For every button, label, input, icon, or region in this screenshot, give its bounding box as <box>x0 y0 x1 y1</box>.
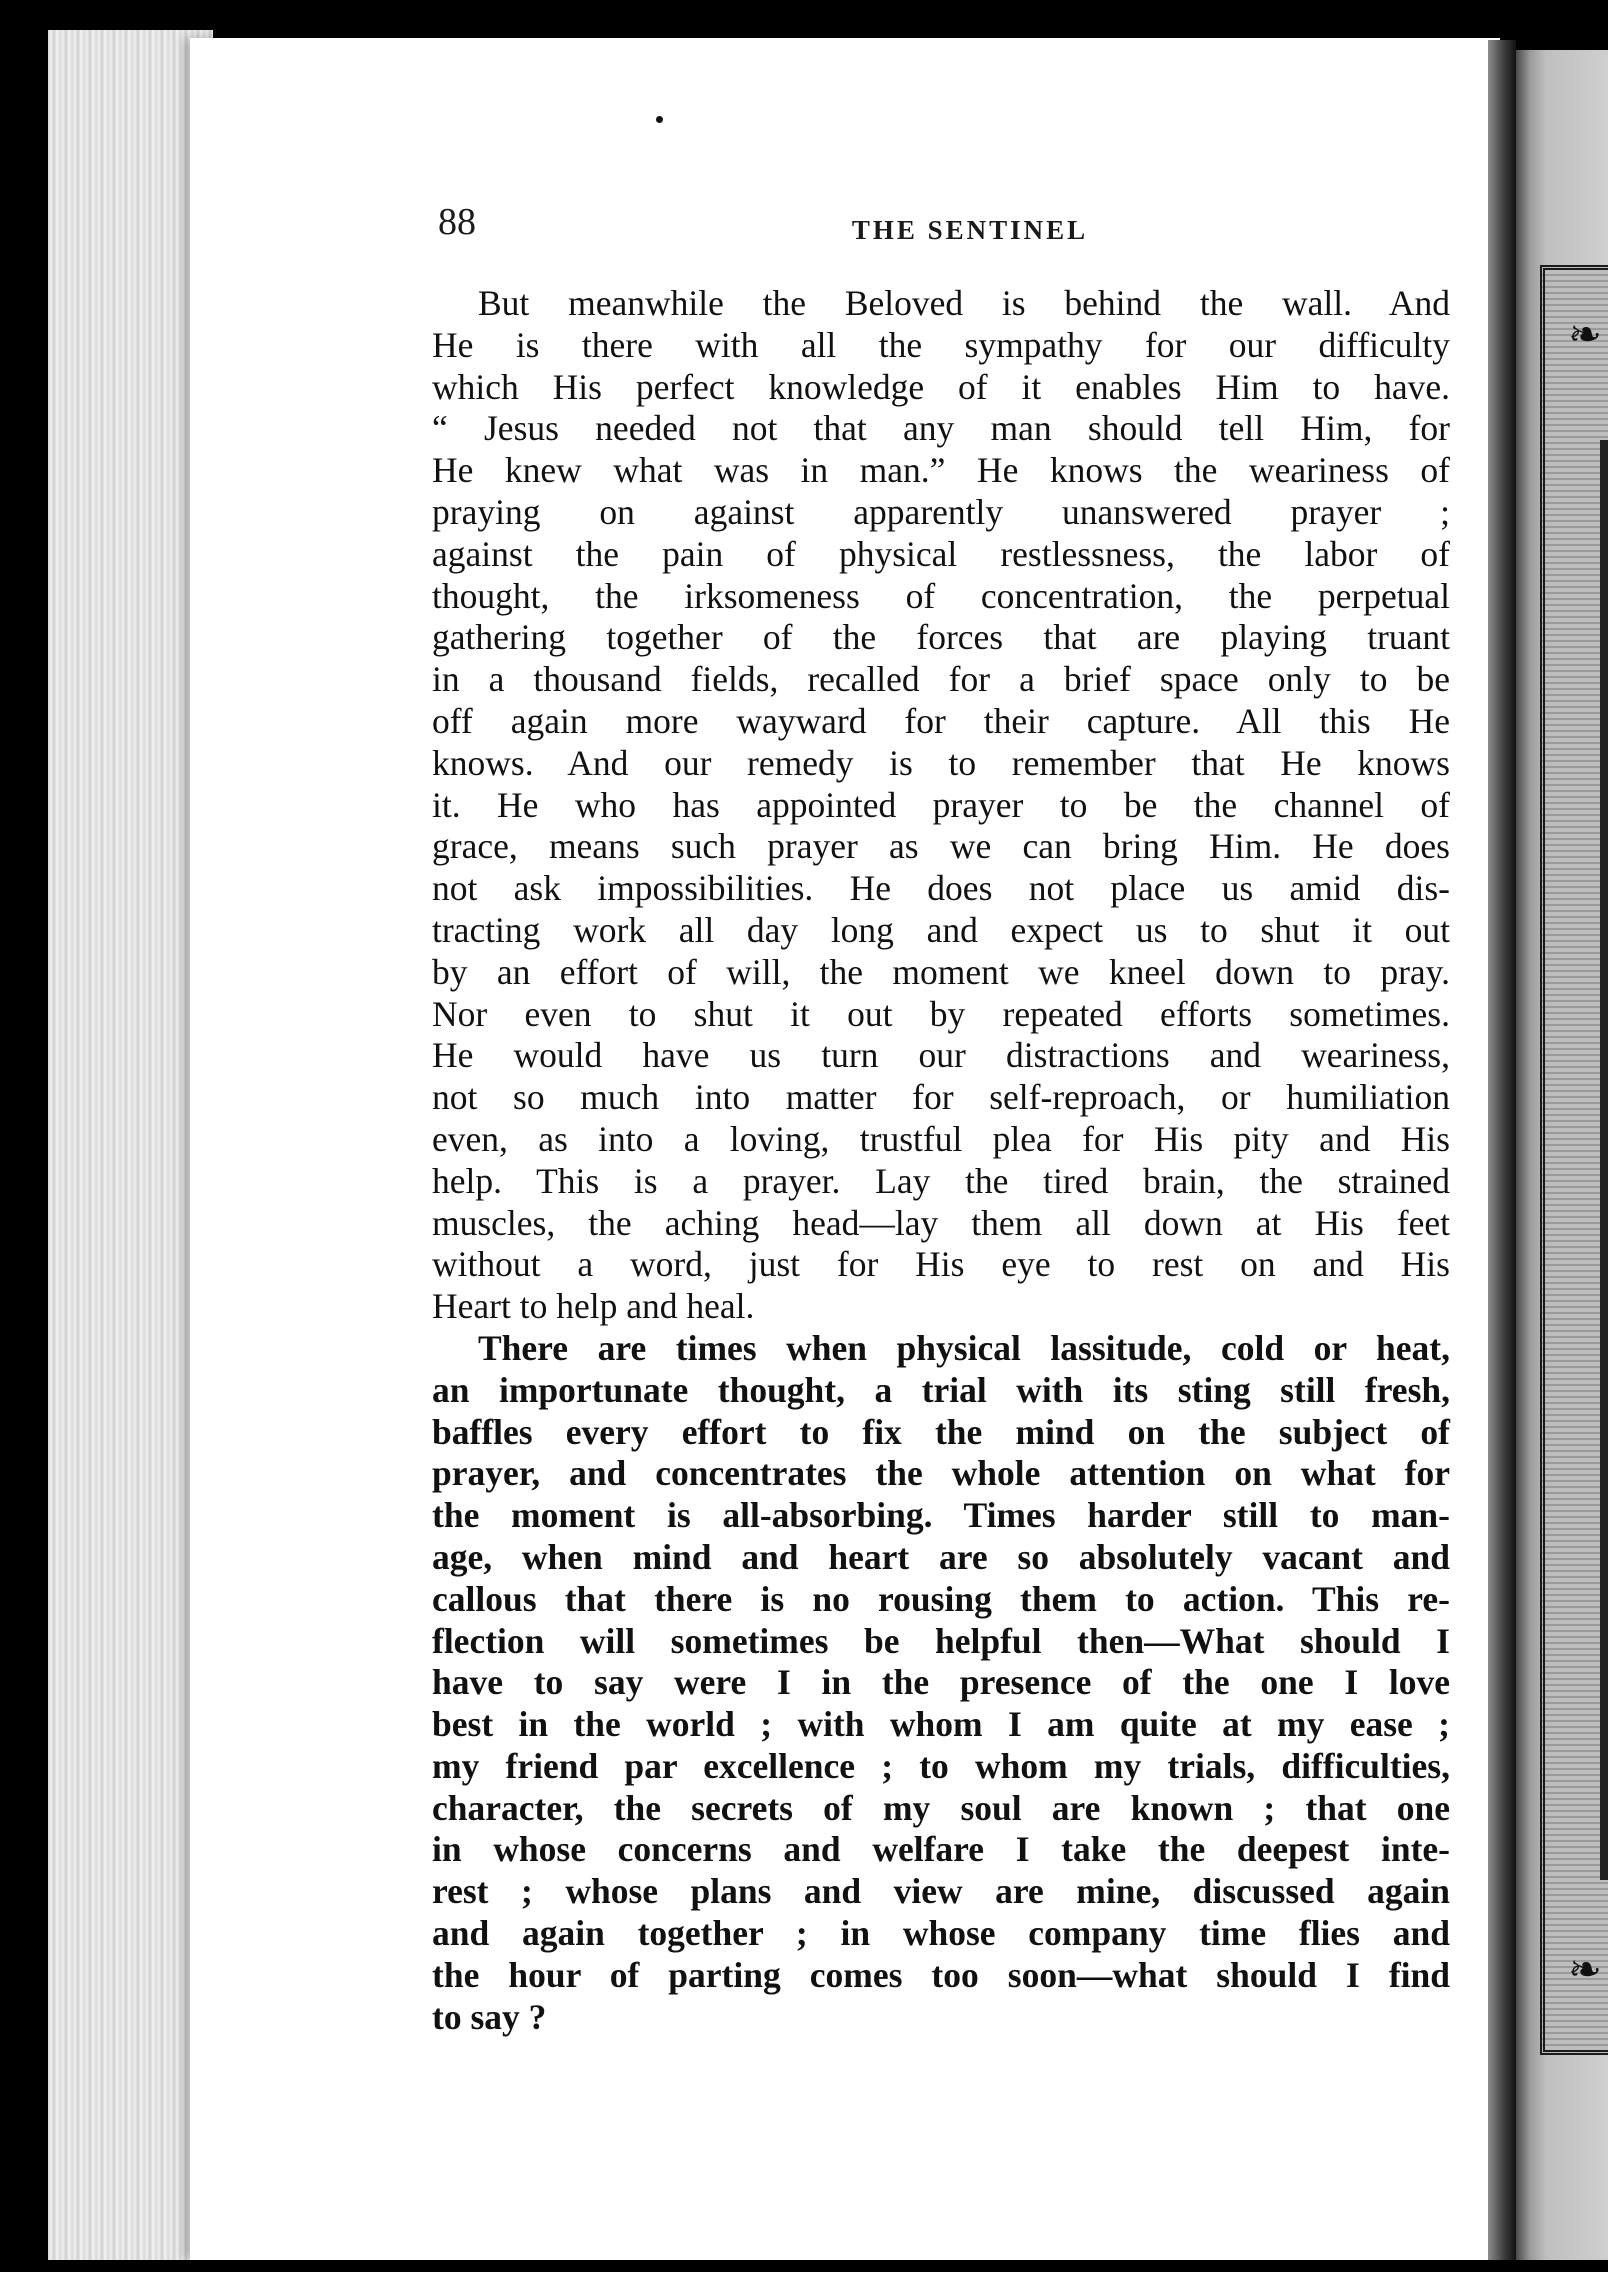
text-line: knows. And our remedy is to remember that He knows <box>432 742 1450 783</box>
running-head: THE SENTINEL <box>851 215 1089 245</box>
text-line: gathering together of the forces that are playing truant <box>432 617 1450 658</box>
text-line: But meanwhile the Beloved is behind the wall. And <box>478 283 1450 323</box>
text-line: muscles, the aching head—lay them all down at His feet <box>432 1202 1450 1243</box>
text-line: my friend par excellence ; to whom my trials, difficulties, <box>432 1745 1450 1786</box>
text-line: to say ? <box>432 1996 547 2037</box>
text-line: praying on against apparently unanswered prayer ; <box>432 491 1450 532</box>
text-line: in a thousand fields, recalled for a brief space only to be <box>432 659 1450 700</box>
text-line: have to say were I in the presence of the one I love <box>432 1662 1450 1703</box>
text-line: baffles every effort to fix the mind on the subject of <box>432 1411 1450 1452</box>
text-line: character, the secrets of my soul are known ; that one <box>432 1787 1450 1828</box>
text-line: He knew what was in man.” He knows the weariness of <box>432 450 1450 491</box>
text-line: even, as into a loving, trustful plea for His pity and His <box>432 1118 1450 1159</box>
page-edge-stack <box>48 30 213 2260</box>
text-line: which His perfect knowledge of it enables Him to have. <box>432 366 1450 407</box>
text-line: He would have us turn our distractions and weariness, <box>432 1035 1450 1076</box>
text-line: off again more wayward for their capture. All this He <box>432 700 1450 741</box>
text-line: prayer, and concentrates the whole attention on what for <box>432 1453 1450 1494</box>
ink-speck <box>656 116 663 123</box>
text-line: flection will sometimes be helpful then—What should I <box>432 1620 1450 1661</box>
text-line: it. He who has appointed prayer to be the channel of <box>432 784 1450 825</box>
text-line: against the pain of physical restlessness, the labor of <box>432 533 1450 574</box>
text-line: best in the world ; with whom I am quite at my ease ; <box>432 1704 1450 1745</box>
text-line: He is there with all the sympathy for our difficulty <box>432 324 1450 365</box>
text-line: by an effort of will, the moment we kneel down to pray. <box>432 951 1450 992</box>
text-line: not ask impossibilities. He does not place us amid dis- <box>432 868 1450 909</box>
text-line: the moment is all-absorbing. Times harder still to man- <box>432 1495 1450 1536</box>
page-number: 88 <box>438 201 476 243</box>
text-line: tracting work all day long and expect us to shut it out <box>432 909 1450 950</box>
paragraph-2 <box>432 1328 1450 2039</box>
body-text <box>432 283 1450 2038</box>
text-line: thought, the irksomeness of concentration, the perpetual <box>432 575 1450 616</box>
text-line: the hour of parting comes too soon—what should I find <box>432 1954 1450 1995</box>
text-line: help. This is a prayer. Lay the tired brain, the strained <box>432 1160 1450 1201</box>
ornamental-border <box>1540 265 1608 2055</box>
ornament-flourish-icon: ❧ <box>1568 312 1602 358</box>
text-line: in whose concerns and welfare I take the deepest inte- <box>432 1829 1450 1870</box>
ornamental-border-rule <box>1600 440 1608 1880</box>
text-line: grace, means such prayer as we can bring Him. He does <box>432 826 1450 867</box>
text-line: rest ; whose plans and view are mine, discussed again <box>432 1871 1450 1912</box>
text-line: without a word, just for His eye to rest on and His <box>432 1244 1450 1285</box>
ornament-flourish-icon: ❧ <box>1568 1947 1602 1993</box>
text-line: There are times when physical lassitude, cold or heat, <box>478 1327 1450 1368</box>
text-line: callous that there is no rousing them to action. This re- <box>432 1578 1450 1619</box>
text-line: “ Jesus needed not that any man should tell Him, for <box>432 408 1450 449</box>
text-line: not so much into matter for self-reproach, or humiliation <box>432 1077 1450 1118</box>
binding-gutter <box>1488 40 1516 2260</box>
paragraph-1 <box>432 283 1450 1328</box>
text-line: Heart to help and heal. <box>432 1286 755 1327</box>
text-line: and again together ; in whose company time flies and <box>432 1913 1450 1954</box>
text-line: age, when mind and heart are so absolutely vacant and <box>432 1536 1450 1577</box>
text-line: Nor even to shut it out by repeated efforts sometimes. <box>432 993 1450 1034</box>
text-line: an importunate thought, a trial with its sting still fresh, <box>432 1369 1450 1410</box>
